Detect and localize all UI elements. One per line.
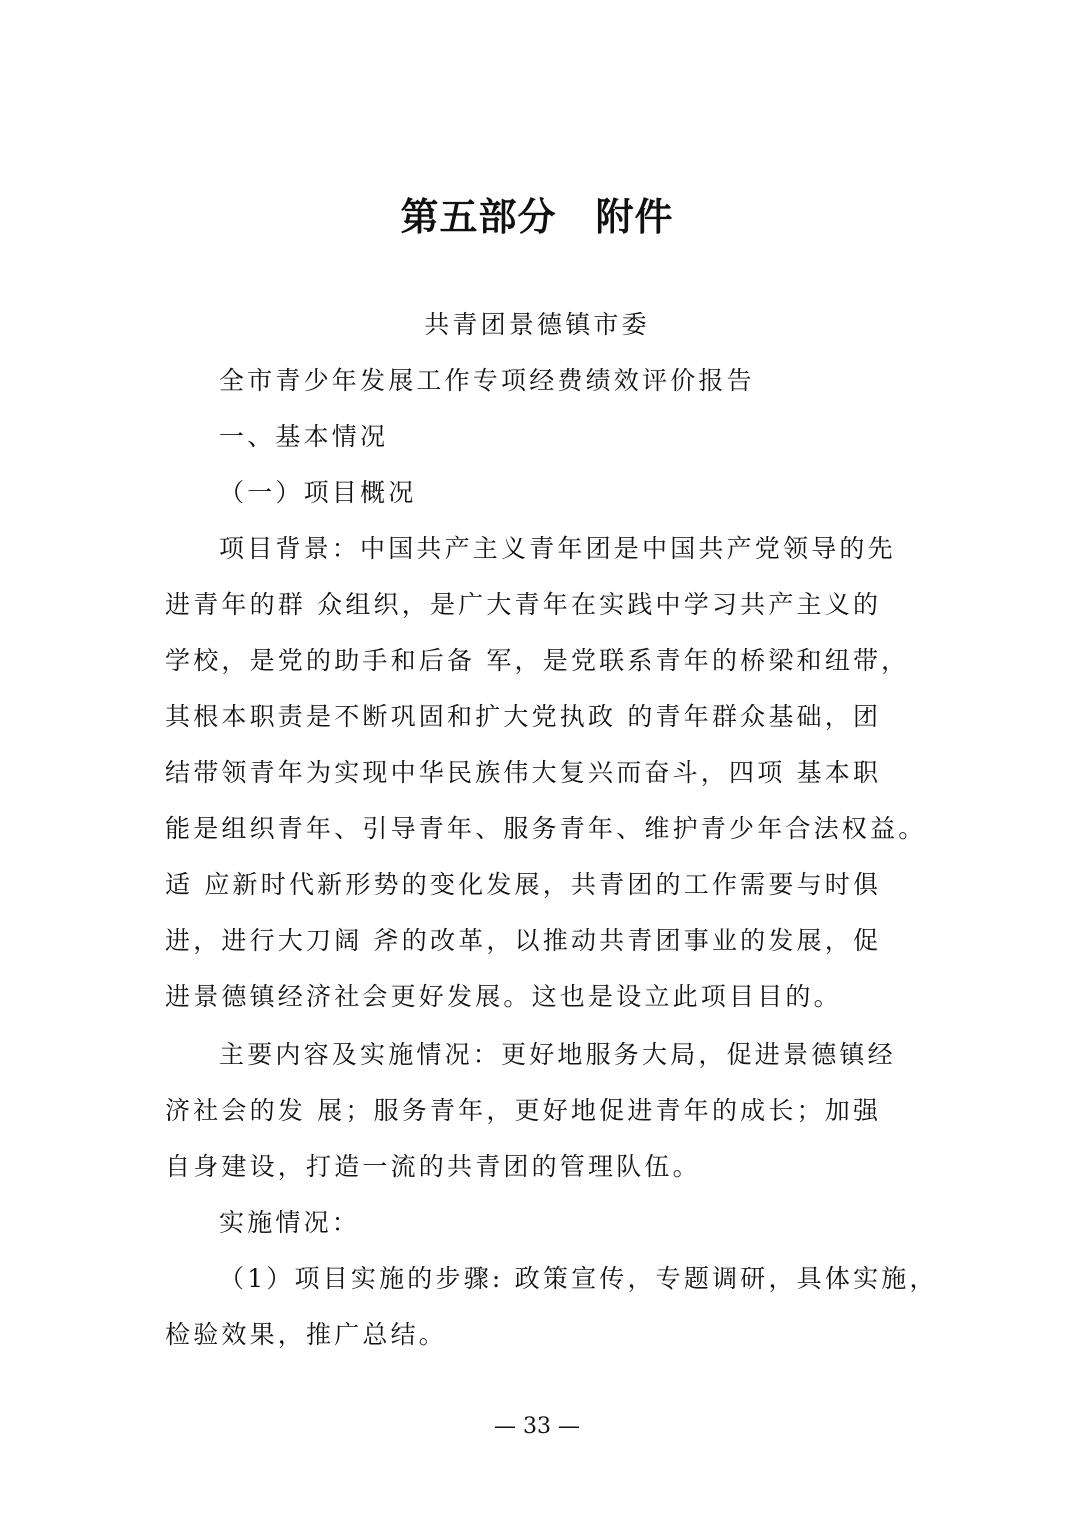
paragraph-line: 实施情况： <box>219 1208 361 1237</box>
paragraph-line: 进，进行大刀阔 斧的改革，以推动共青团事业的发展，促 <box>165 926 882 955</box>
page-number: — 33 — <box>494 1414 580 1439</box>
subsection-heading: （一）项目概况 <box>219 478 417 507</box>
org-name: 共青团景德镇市委 <box>424 310 650 339</box>
paragraph-line: 主要内容及实施情况：更好地服务大局，促进景德镇经 <box>219 1040 896 1069</box>
paragraph-line: 进青年的群 众组织，是广大青年在实践中学习共产主义的 <box>165 590 882 619</box>
paragraph-line: 项目背景：中国共产主义青年团是中国共产党领导的先 <box>219 534 896 563</box>
paragraph-line: 适 应新时代新形势的变化发展，共青团的工作需要与时俱 <box>165 870 882 899</box>
paragraph-line: 济社会的发 展；服务青年，更好地促进青年的成长；加强 <box>165 1096 882 1125</box>
paragraph-line: 自身建设，打造一流的共青团的管理队伍。 <box>165 1152 701 1181</box>
report-title: 全市青少年发展工作专项经费绩效评价报告 <box>219 366 755 395</box>
paragraph-line: 学校，是党的助手和后备 军，是党联系青年的桥梁和纽带， <box>165 646 910 675</box>
paragraph-line: 结带领青年为实现中华民族伟大复兴而奋斗，四项 基本职 <box>165 758 882 787</box>
page-title: 第五部分 附件 <box>400 195 674 239</box>
paragraph-line: 能是组织青年、引导青年、服务青年、维护青少年合法权益。 <box>165 814 927 843</box>
section-heading: 一、基本情况 <box>219 422 389 451</box>
paragraph-line: 其根本职责是不断巩固和扩大党执政 的青年群众基础，团 <box>165 702 882 731</box>
paragraph-line: 进景德镇经济社会更好发展。这也是设立此项目目的。 <box>165 982 842 1011</box>
paragraph-line: （1）项目实施的步骤: 政策宣传，专题调研，具体实施， <box>219 1264 938 1293</box>
paragraph-line: 检验效果，推广总结。 <box>165 1320 448 1349</box>
